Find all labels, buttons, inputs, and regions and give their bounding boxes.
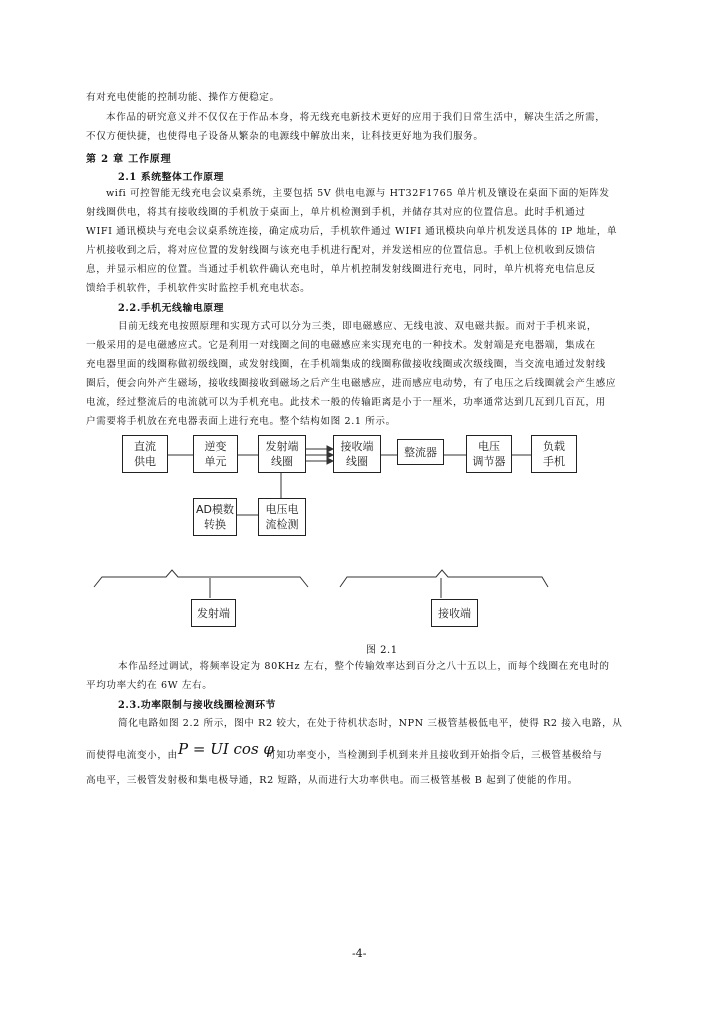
text-line: 圈后，便会向外产生磁场，接收线圈接收到磁场之后产生电磁感应，进而感应电动势，有了电压之后线圈就会产生感应 (86, 378, 617, 389)
text-line: 不仅方便快捷，也使得电子设备从繁杂的电源线中解放出来，让科技更好地为我们服务。 (86, 131, 484, 142)
text-line: 简化电路如图 2.2 所示，图中 R2 较大，在处于待机状态时，NPN 三极管基极低电平，使得 R2 接入电路，从 (118, 718, 623, 729)
chapter-heading: 第 2 章 工作原理 (86, 154, 172, 165)
text-line: WIFI 通讯模块与充电会议桌系统连接，确定成功后，手机软件通过 WIFI 通讯模块向单片机发送具体的 IP 地址，单 (86, 226, 618, 237)
block-transmitter-end: 发射端 (191, 599, 236, 627)
receiver-brace (340, 570, 548, 587)
text-line: 息，并显示相应的位置。当通过手机软件确认充电时，单片机控制发射线圈进行充电，同时，单片机将充电信息反 (86, 264, 596, 275)
text-line: 馈给手机软件，手机软件实时监控手机充电状态。 (86, 283, 311, 294)
block-receiver-coil: 接收端 线圈 (333, 435, 381, 473)
page-number: -4- (352, 947, 367, 960)
text-line: wifi 可控智能无线充电会议桌系统，主要包括 5V 供电电源与 HT32F1765 单片机及镶设在桌面下面的矩阵发 (106, 188, 610, 199)
text-line: 平均功率大约在 6W 左右。 (86, 680, 213, 691)
text-line: 电流，经过整流后的电流就可以为手机充电。此技术一般的传输距离是小于一厘米，功率通常达到几瓦到几百瓦，用 (86, 397, 606, 408)
transmitter-brace (94, 570, 308, 587)
figure-caption: 图 2.1 (366, 645, 398, 656)
block-ad-converter: AD模数 转换 (193, 498, 237, 536)
section-heading-2-3: 2.3.功率限制与接收线圈检测环节 (118, 700, 277, 711)
text-line: 充电器里面的线圈称做初级线圈，或发射线圈，在手机端集成的线圈称做接收线圈或次级线圈，当交流电通过发射线 (86, 359, 606, 370)
section-heading-2-1: 2.1 系统整体工作原理 (118, 172, 225, 183)
text-line: 一般采用的是电磁感应式。它是利用一对线圈之间的电磁感应来实现充电的一种技术。发射端是充电器端，集成在 (86, 340, 596, 351)
text-line: 片机接收到之后，将对应位置的发射线圈与该充电手机进行配对，并发送相应的位置信息。手机上位机收到反馈信 (86, 245, 596, 256)
text-line: 本作品经过调试，将频率设定为 80KHz 左右，整个传输效率达到百分之八十五以上，而每个线圈在充电时的 (118, 661, 610, 672)
text-line: 射线圈供电，将其有接收线圈的手机放于桌面上，单片机检测到手机，并储存其对应的位置信息。此时手机通过 (86, 207, 586, 218)
block-dc-supply: 直流 供电 (122, 435, 168, 473)
power-formula: P = UI cos φ (178, 740, 274, 758)
block-voltage-regulator: 电压 调节器 (466, 435, 512, 473)
block-receiver-end: 接收端 (431, 599, 478, 627)
text-line: 而使得电流变小，由 (86, 750, 178, 761)
text-line: 户需要将手机放在充电器表面上进行充电。整个结构如图 2.1 所示。 (86, 416, 396, 427)
block-rectifier: 整流器 (397, 439, 444, 465)
block-inverter: 逆变 单元 (193, 435, 238, 473)
text-line: 有对充电使能的控制功能、操作方便稳定。 (86, 92, 280, 103)
block-voltage-current-detect: 电压电 流检测 (258, 498, 306, 536)
text-line: 高电平，三极管发射极和集电极导通，R2 短路，从而进行大功率供电。而三极管基极 B 起到了使能的作用。 (86, 775, 578, 786)
block-load-phone: 负载 手机 (531, 435, 577, 473)
block-transmitter-coil: 发射端 线圈 (258, 435, 306, 473)
text-line: 可知功率变小，当检测到手机到来并且接收到开始指令后，三极管基极给与 (266, 750, 603, 761)
section-heading-2-2: 2.2.手机无线输电原理 (118, 303, 225, 314)
text-line: 本作品的研究意义并不仅仅在于作品本身，将无线充电新技术更好的应用于我们日常生活中，解决生活之所需， (106, 112, 606, 123)
text-line: 目前无线充电按照原理和实现方式可以分为三类，即电磁感应、无线电波、双电磁共振。而对于手机来说， (118, 321, 598, 332)
